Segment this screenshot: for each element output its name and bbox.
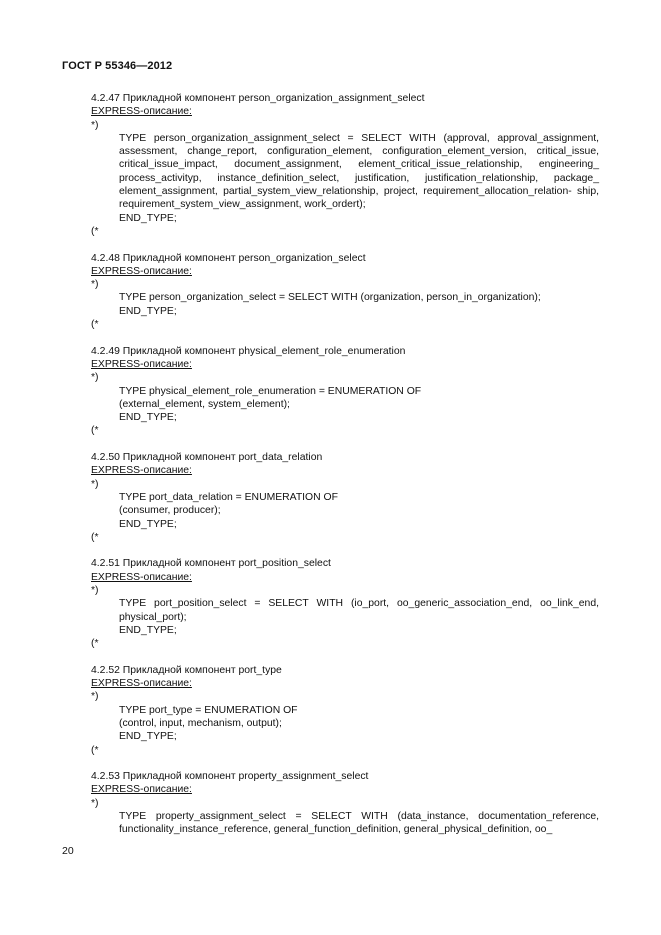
express-label: EXPRESS-описание: — [91, 784, 192, 796]
code-text: TYPE property_assignment_select = SELECT WITH (data_instance, documentation_reference, functionality_instance_reference, general_function_definition, general_physical_definition, oo_ — [119, 811, 599, 836]
close-comment-marker: (* — [91, 319, 99, 331]
code-line: (consumer, producer); — [119, 505, 221, 517]
code-text: TYPE person_organization_select = SELECT WITH (organization, person_in_organization); — [119, 292, 541, 304]
open-comment-marker: *) — [91, 119, 99, 131]
code-block — [91, 810, 599, 837]
code-line: (external_element, system_element); — [119, 398, 290, 410]
open-comment-marker: *) — [91, 372, 99, 384]
end-type-line: END_TYPE; — [119, 518, 177, 530]
code-line: TYPE physical_element_role_enumeration = ENUMERATION OF — [119, 385, 422, 397]
close-comment-marker: (* — [91, 225, 99, 237]
end-type-line: END_TYPE; — [119, 305, 177, 317]
express-label: EXPRESS-описание: — [91, 678, 192, 690]
section-title: 4.2.48 Прикладной компонент person_organization_select — [91, 252, 366, 264]
section-title: 4.2.50 Прикладной компонент port_data_relation — [91, 452, 323, 464]
end-type-line: END_TYPE; — [119, 624, 177, 636]
code-line: (control, input, mechanism, output); — [119, 717, 282, 729]
open-comment-marker: *) — [91, 584, 99, 596]
close-comment-marker: (* — [91, 638, 99, 650]
section-title: 4.2.53 Прикладной компонент property_assignment_select — [91, 771, 369, 783]
document-body — [91, 92, 599, 850]
end-type-line: END_TYPE; — [119, 212, 177, 224]
code-block — [91, 291, 599, 318]
express-label: EXPRESS-описание: — [91, 571, 192, 583]
section-title: 4.2.51 Прикладной компонент port_position_select — [91, 558, 331, 570]
code-block — [91, 132, 599, 225]
section-4-2-47 — [91, 92, 599, 238]
end-type-line: END_TYPE; — [119, 731, 177, 743]
close-comment-marker: (* — [91, 744, 99, 756]
section-title: 4.2.52 Прикладной компонент port_type — [91, 664, 282, 676]
express-label: EXPRESS-описание: — [91, 265, 192, 277]
code-text: TYPE person_organization_assignment_select = SELECT WITH (approval, approval_assignment, assessment, change_report, configuration_element, configuration_element_version, critical_issue, critical_issue_impact, document_assignment, element_critical_issue_relationship, engineering_ process_activityp, instance_definition_select, justification, justification_relationship, package_ element_assignment, partial_system_view_relationship, project, requirement_allocation_relation- ship, requirement_system_view_assignment, work_ordert); — [119, 132, 599, 211]
section-4-2-50 — [91, 451, 599, 544]
section-title: 4.2.47 Прикладной компонент person_organization_assignment_select — [91, 93, 425, 104]
open-comment-marker: *) — [91, 279, 99, 291]
section-4-2-52 — [91, 664, 599, 757]
open-comment-marker: *) — [91, 478, 99, 490]
page-number: 20 — [62, 845, 74, 857]
code-text: TYPE port_position_select = SELECT WITH (io_port, oo_generic_association_end, oo_link_end, physical_port); — [119, 598, 599, 623]
section-4-2-49 — [91, 345, 599, 438]
close-comment-marker: (* — [91, 425, 99, 437]
document-header: ГОСТ Р 55346—2012 — [62, 60, 173, 72]
code-block — [91, 704, 599, 744]
section-4-2-53 — [91, 770, 599, 836]
code-block — [91, 491, 599, 531]
code-line: TYPE port_data_relation = ENUMERATION OF — [119, 491, 338, 503]
close-comment-marker: (* — [91, 531, 99, 543]
code-line: TYPE port_type = ENUMERATION OF — [119, 704, 298, 716]
section-4-2-51 — [91, 557, 599, 650]
open-comment-marker: *) — [91, 691, 99, 703]
express-label: EXPRESS-описание: — [91, 106, 192, 118]
section-title: 4.2.49 Прикладной компонент physical_element_role_enumeration — [91, 345, 406, 357]
express-label: EXPRESS-описание: — [91, 358, 192, 370]
open-comment-marker: *) — [91, 797, 99, 809]
express-label: EXPRESS-описание: — [91, 465, 192, 477]
code-block — [91, 385, 599, 425]
end-type-line: END_TYPE; — [119, 412, 177, 424]
code-block — [91, 597, 599, 637]
section-4-2-48 — [91, 252, 599, 332]
